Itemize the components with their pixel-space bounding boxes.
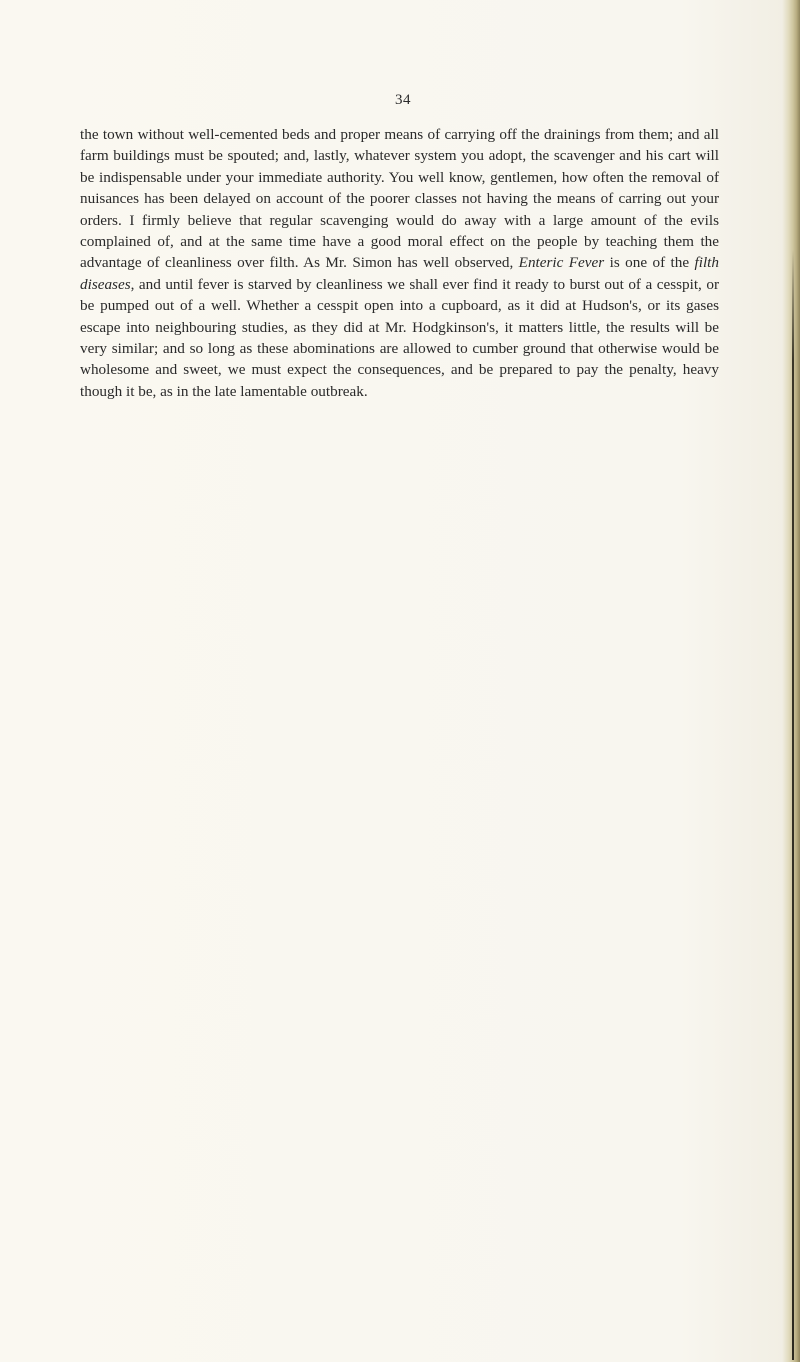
italic-filth-diseases: filth diseases <box>80 254 719 293</box>
paragraph-text-1: the town without well-cemented beds and proper means of carrying off the drainings from them; and all farm buildings must be spouted; and, lastly, whatever system you adopt, the scavenger and his cart will be indispensable under your immediate authority. You well know, gentlemen, how often the removal of nuisances has been delayed on account of the poorer classes not having the means of carring out your orders. I firmly believe that regular scavenging would do away with a large amount of the evils complained of, and at the same time have a good moral effect on the people by teaching them the advantage of cleanliness over filth. As Mr. Simon has well observed, <box>80 126 719 272</box>
page-binding-shadow <box>792 250 794 1360</box>
page-number: 34 <box>395 92 411 108</box>
paragraph-text-2: is one of the <box>604 254 695 272</box>
body-paragraph <box>80 124 719 402</box>
paragraph-text-3: , and until fever is starved by cleanliness we shall ever find it ready to burst out of a cesspit, or be pumped out of a well. Whether a cesspit open into a cupboard, as it did at Hudson's, or its gases escape into neighbouring studies, as they did at Mr. Hodgkinson's, it matters little, the results will be very similar; and so long as these abominations are allowed to cumber ground that otherwise would be wholesome and sweet, we must expect the consequences, and be prepared to pay the penalty, heavy though it be, as in the late lamentable outbreak. <box>80 275 719 400</box>
page-binding-edge <box>782 0 800 1362</box>
italic-enteric-fever: Enteric Fever <box>518 254 605 272</box>
